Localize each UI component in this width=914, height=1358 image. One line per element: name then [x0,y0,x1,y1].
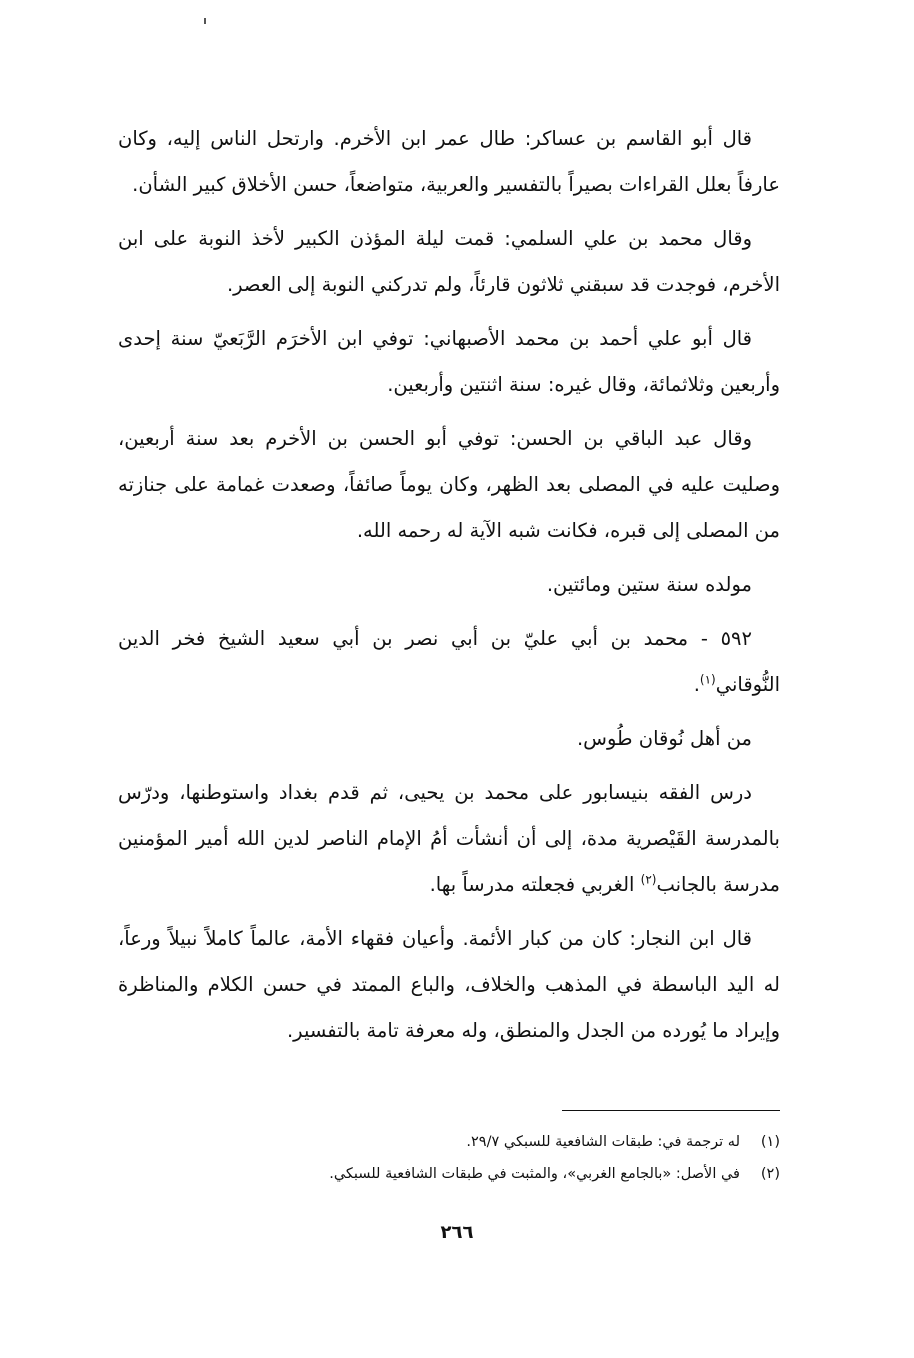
main-text [118,116,780,1062]
scan-mark [204,18,206,24]
footnote-number: (١) [760,1134,780,1150]
footnote-ref-1: (١) [699,672,716,687]
footnotes [118,1126,780,1190]
footnote-2 [118,1158,780,1190]
entry-text: ٥٩٢ - محمد بن أبي عليّ بن أبي نصر بن أبي سعيد الشيخ فخر الدين النُّوقاني [118,627,780,696]
paragraph-abd-al-baqi: وقال عبد الباقي بن الحسن: توفي أبو الحسن بن الأخرم بعد سنة أربعين، وصليت عليه في المصلى بعد الظهر، وكان يوماً صائفاً، وصعدت غمامة على جنازته من المصلى إلى قبره، فكانت شبه الآية له رحمه الله. [118,427,780,542]
paragraph-ibn-asakir: قال أبو القاسم بن عساكر: طال عمر ابن الأخرم. وارتحل الناس إليه، وكان عارفاً بعلل القراءات بصيراً بالتفسير والعربية، متواضعاً، حسن الأخلاق كبير الشأن. [118,127,780,196]
footnote-ref-2: (٢) [640,872,657,887]
paragraph-sulami: وقال محمد بن علي السلمي: قمت ليلة المؤذن الكبير لأخذ النوبة على ابن الأخرم، فوجدت قد سبقني ثلاثون قارئاً، ولم تدركني النوبة إلى العصر. [118,227,780,296]
paragraph-study [118,770,780,908]
footnote-number: (٢) [760,1166,780,1182]
paragraph-birth: مولده سنة ستين ومائتين. [546,573,752,596]
entry-end: . [693,673,700,696]
paragraph-ibn-najjar: قال ابن النجار: كان من كبار الأئمة. وأعيان فقهاء الأمة، عالماً كاملاً نبيلاً ورعاً، له اليد الباسطة في المذهب والخلاف، والباع الممتد في حسن الكلام والمناظرة وإيراد ما يُورده من الجدل والمنطق، وله معرفة تامة بالتفسير. [118,927,780,1042]
footnote-text: له ترجمة في: طبقات الشافعية للسبكي ٢٩/٧. [466,1134,740,1150]
paragraph-origin: من أهل نُوقان طُوس. [576,727,752,750]
footnote-text: في الأصل: «بالجامع الغربي»، والمثبت في طبقات الشافعية للسبكي. [329,1166,740,1182]
study-text-after: الغربي فجعلته مدرساً بها. [429,873,635,896]
paragraph-isbahani: قال أبو علي أحمد بن محمد الأصبهاني: توفي ابن الأخرَم الرَّبَعيّ سنة إحدى وأربعين وثلاثمائة، وقال غيره: سنة اثنتين وأربعين. [118,327,780,396]
entry-heading [118,616,780,708]
footnote-divider [562,1110,780,1111]
study-text-before: درس الفقه بنيسابور على محمد بن يحيى، ثم قدم بغداد واستوطنها، ودرّس بالمدرسة القَيْصرية مدة، إلى أن أنشأت أمُ الإمام الناصر لدين الله أمير المؤمنين مدرسة بالجانب [118,781,780,896]
footnote-1 [118,1126,780,1158]
page-number: ٢٦٦ [440,1222,474,1243]
